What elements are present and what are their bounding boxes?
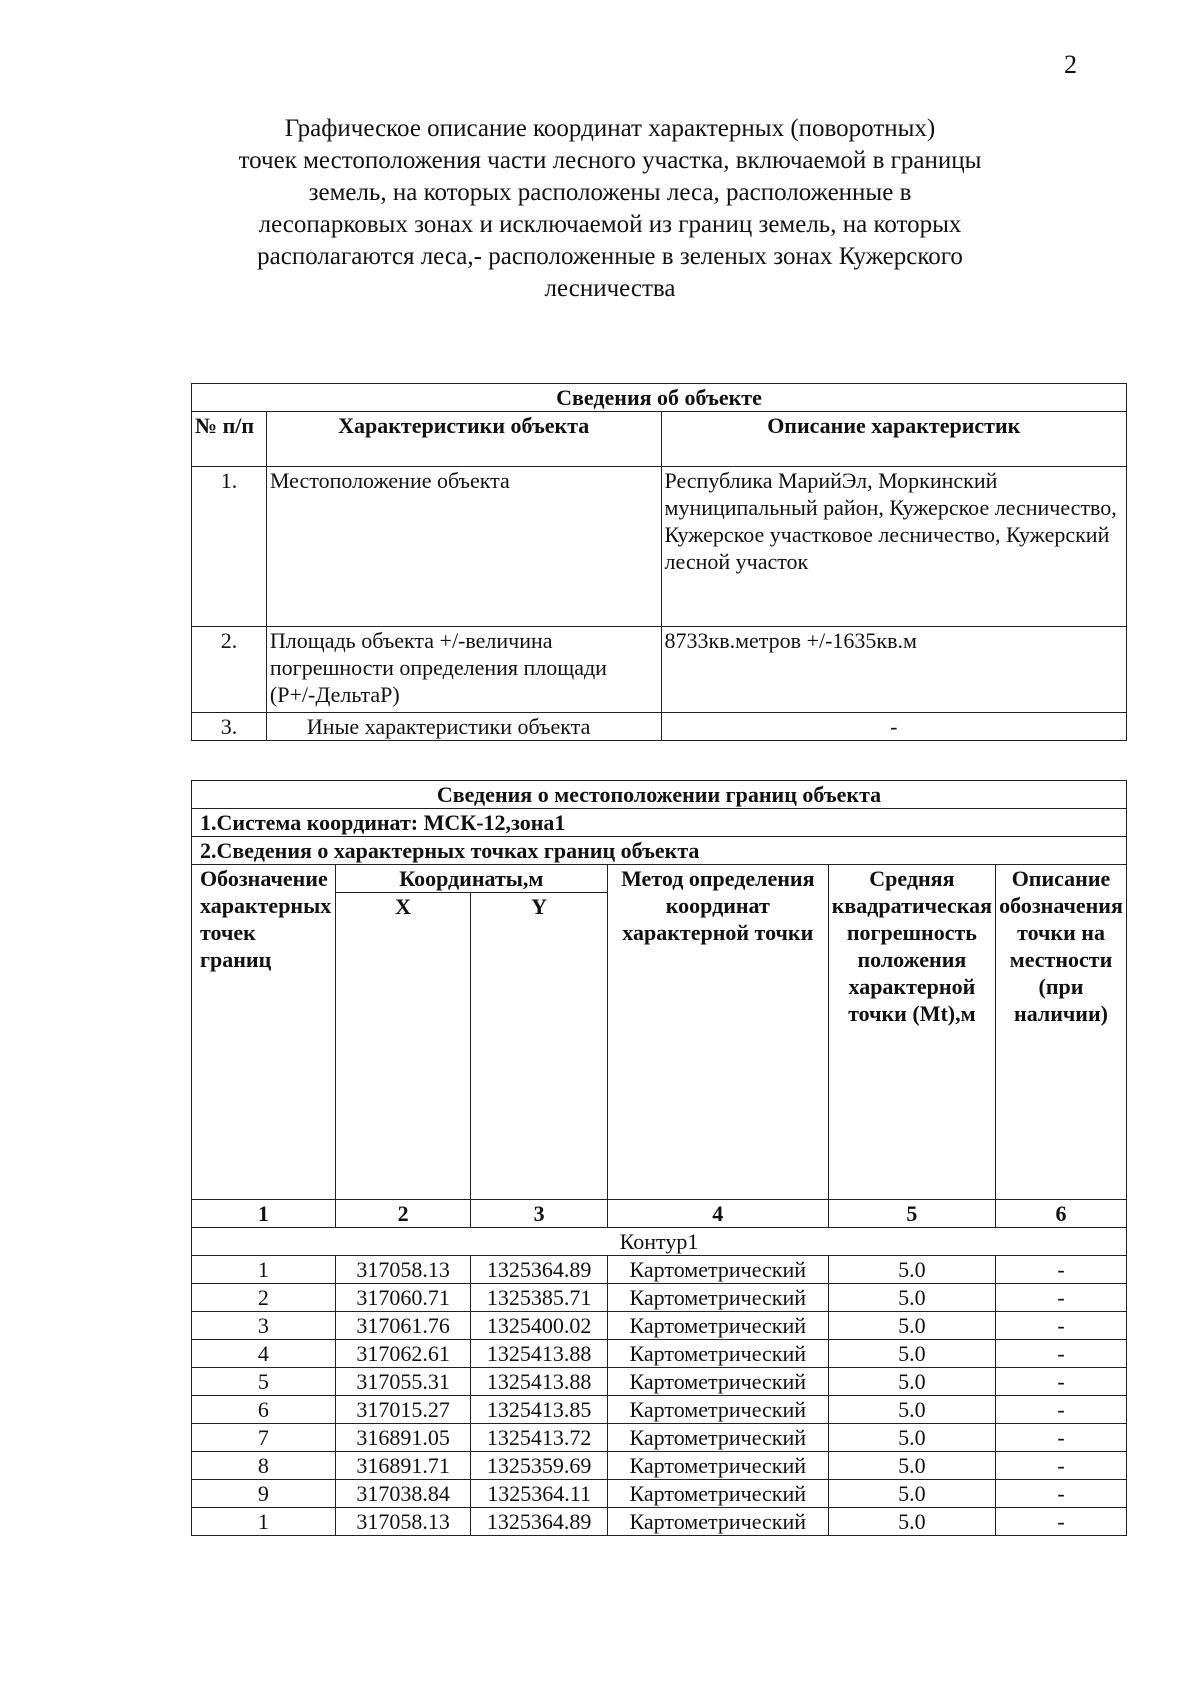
point-error: 5.0 bbox=[828, 1284, 995, 1312]
row-description: 8733кв.метров +/-1635кв.м bbox=[661, 627, 1126, 713]
point-error: 5.0 bbox=[828, 1368, 995, 1396]
object-info-heading: Сведения об объекте bbox=[192, 384, 1127, 412]
point-error: 5.0 bbox=[828, 1312, 995, 1340]
table-row bbox=[192, 713, 1127, 741]
point-description: - bbox=[996, 1396, 1127, 1424]
contour-label: Контур1 bbox=[192, 1228, 1127, 1256]
point-y: 1325413.88 bbox=[471, 1340, 607, 1368]
table-row bbox=[192, 627, 1127, 713]
point-method: Картометрический bbox=[607, 1368, 828, 1396]
point-method: Картометрический bbox=[607, 1396, 828, 1424]
point-error: 5.0 bbox=[828, 1340, 995, 1368]
point-error: 5.0 bbox=[828, 1480, 995, 1508]
point-x: 316891.05 bbox=[335, 1424, 471, 1452]
title-line: земель, на которых расположены леса, расположенные в bbox=[308, 179, 912, 206]
point-description: - bbox=[996, 1312, 1127, 1340]
table-row bbox=[192, 1340, 1127, 1368]
point-y: 1325364.89 bbox=[471, 1256, 607, 1284]
point-number: 8 bbox=[192, 1452, 336, 1480]
col-header-method: Метод определения координат характерной точки bbox=[607, 865, 828, 1200]
point-method: Картометрический bbox=[607, 1312, 828, 1340]
page-number: 2 bbox=[1064, 50, 1077, 79]
point-number: 4 bbox=[192, 1340, 336, 1368]
point-description: - bbox=[996, 1340, 1127, 1368]
point-error: 5.0 bbox=[828, 1508, 995, 1536]
point-y: 1325413.85 bbox=[471, 1396, 607, 1424]
point-x: 316891.71 bbox=[335, 1452, 471, 1480]
col-header-designation: Обозначение характерных точек границ bbox=[192, 865, 336, 1200]
point-x: 317058.13 bbox=[335, 1508, 471, 1536]
table-row bbox=[192, 1424, 1127, 1452]
point-number: 9 bbox=[192, 1480, 336, 1508]
row-description: Республика МарийЭл, Моркинский муниципальный район, Кужерское лесничество, Кужерское участковое лесничество, Кужерский лесной участок bbox=[661, 467, 1126, 627]
points-list bbox=[192, 1256, 1127, 1536]
col-header-num: № п/п bbox=[192, 412, 267, 467]
point-error: 5.0 bbox=[828, 1424, 995, 1452]
col-number: 4 bbox=[607, 1200, 828, 1228]
document-title bbox=[150, 113, 1070, 305]
col-header-characteristic: Характеристики объекта bbox=[266, 412, 661, 467]
point-error: 5.0 bbox=[828, 1256, 995, 1284]
col-header-y: Y bbox=[471, 893, 607, 1200]
point-error: 5.0 bbox=[828, 1396, 995, 1424]
boundaries-heading: Сведения о местоположении границ объекта bbox=[192, 781, 1127, 809]
point-y: 1325385.71 bbox=[471, 1284, 607, 1312]
point-y: 1325359.69 bbox=[471, 1452, 607, 1480]
point-number: 2 bbox=[192, 1284, 336, 1312]
title-line: лесничества bbox=[544, 275, 676, 302]
object-info-table bbox=[191, 383, 1127, 741]
col-header-error: Средняя квадратическая погрешность положения характерной точки (Mt),м bbox=[828, 865, 995, 1200]
point-method: Картометрический bbox=[607, 1424, 828, 1452]
boundaries-table bbox=[191, 780, 1127, 1536]
table-row bbox=[192, 1284, 1127, 1312]
point-description: - bbox=[996, 1508, 1127, 1536]
point-description: - bbox=[996, 1284, 1127, 1312]
col-header-coords: Координаты,м bbox=[335, 865, 607, 893]
row-num: 2. bbox=[192, 627, 267, 713]
col-number: 1 bbox=[192, 1200, 336, 1228]
table-row bbox=[192, 1256, 1127, 1284]
row-characteristic: Иные характеристики объекта bbox=[266, 713, 661, 741]
point-description: - bbox=[996, 1424, 1127, 1452]
point-method: Картометрический bbox=[607, 1340, 828, 1368]
table-row bbox=[192, 467, 1127, 627]
point-method: Картометрический bbox=[607, 1452, 828, 1480]
point-method: Картометрический bbox=[607, 1508, 828, 1536]
point-description: - bbox=[996, 1256, 1127, 1284]
table-row bbox=[192, 1480, 1127, 1508]
point-number: 3 bbox=[192, 1312, 336, 1340]
row-characteristic: Площадь объекта +/-величина погрешности определения площади (Р+/-ДельтаР) bbox=[266, 627, 661, 713]
point-y: 1325400.02 bbox=[471, 1312, 607, 1340]
table-row bbox=[192, 1368, 1127, 1396]
table-row bbox=[192, 1396, 1127, 1424]
title-line: точек местоположения части лесного участка, включаемой в границы bbox=[238, 147, 982, 174]
point-description: - bbox=[996, 1480, 1127, 1508]
point-x: 317058.13 bbox=[335, 1256, 471, 1284]
point-error: 5.0 bbox=[828, 1452, 995, 1480]
col-number: 6 bbox=[996, 1200, 1127, 1228]
coord-system: 1.Система координат: МСК-12,зона1 bbox=[192, 809, 1127, 837]
point-y: 1325413.88 bbox=[471, 1368, 607, 1396]
point-method: Картометрический bbox=[607, 1284, 828, 1312]
row-description: - bbox=[661, 713, 1126, 741]
row-num: 3. bbox=[192, 713, 267, 741]
point-x: 317061.76 bbox=[335, 1312, 471, 1340]
col-number: 2 bbox=[335, 1200, 471, 1228]
point-x: 317015.27 bbox=[335, 1396, 471, 1424]
point-description: - bbox=[996, 1368, 1127, 1396]
point-method: Картометрический bbox=[607, 1480, 828, 1508]
points-heading: 2.Сведения о характерных точках границ объекта bbox=[192, 837, 1127, 865]
col-header-description: Описание характеристик bbox=[661, 412, 1126, 467]
point-number: 7 bbox=[192, 1424, 336, 1452]
col-header-descr: Описание обозначения точки на местности (при наличии) bbox=[996, 865, 1127, 1200]
table-row bbox=[192, 1508, 1127, 1536]
point-x: 317038.84 bbox=[335, 1480, 471, 1508]
row-num: 1. bbox=[192, 467, 267, 627]
point-number: 6 bbox=[192, 1396, 336, 1424]
point-y: 1325364.11 bbox=[471, 1480, 607, 1508]
point-y: 1325413.72 bbox=[471, 1424, 607, 1452]
title-line: лесопарковых зонах и исключаемой из границ земель, на которых bbox=[258, 211, 962, 238]
point-number: 1 bbox=[192, 1508, 336, 1536]
title-line: Графическое описание координат характерных (поворотных) bbox=[284, 115, 936, 142]
point-description: - bbox=[996, 1452, 1127, 1480]
table-row bbox=[192, 1312, 1127, 1340]
title-line: располагаются леса,- расположенные в зеленых зонах Кужерского bbox=[257, 243, 963, 270]
col-number: 3 bbox=[471, 1200, 607, 1228]
point-x: 317062.61 bbox=[335, 1340, 471, 1368]
col-header-x: X bbox=[335, 893, 471, 1200]
point-number: 1 bbox=[192, 1256, 336, 1284]
table-row bbox=[192, 1452, 1127, 1480]
row-characteristic: Местоположение объекта bbox=[266, 467, 661, 627]
point-x: 317055.31 bbox=[335, 1368, 471, 1396]
point-method: Картометрический bbox=[607, 1256, 828, 1284]
point-number: 5 bbox=[192, 1368, 336, 1396]
point-y: 1325364.89 bbox=[471, 1508, 607, 1536]
col-number: 5 bbox=[828, 1200, 995, 1228]
point-x: 317060.71 bbox=[335, 1284, 471, 1312]
